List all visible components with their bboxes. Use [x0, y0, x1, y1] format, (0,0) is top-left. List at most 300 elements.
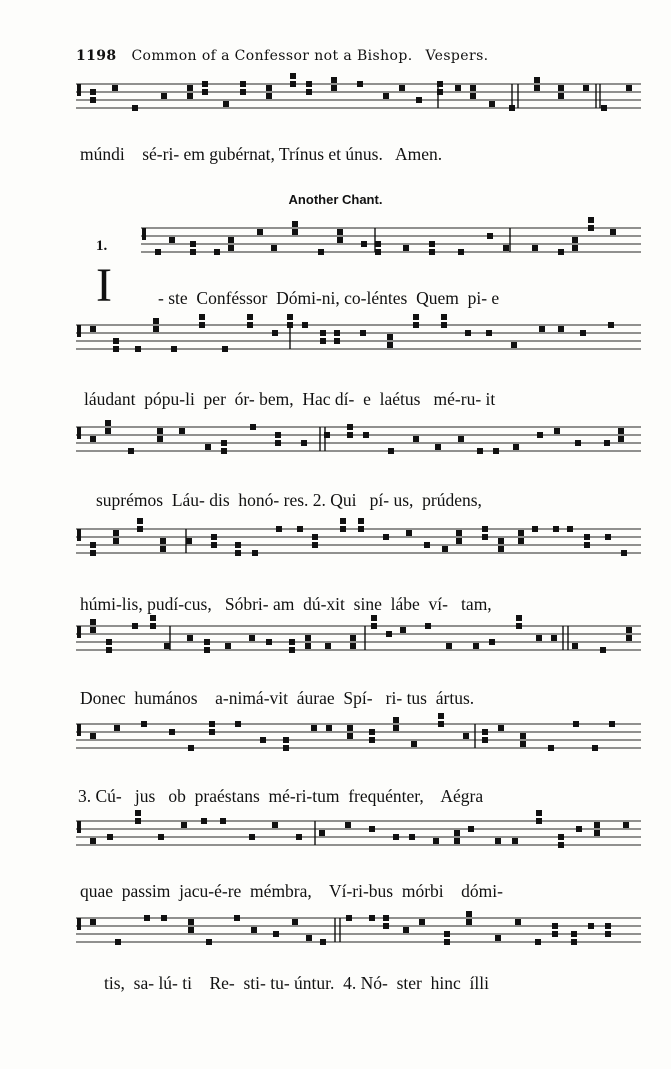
neume-note — [90, 838, 96, 844]
running-title: Common of a Confessor not a Bishop. — [131, 48, 413, 64]
neume-note — [105, 428, 111, 434]
neume-note — [228, 237, 234, 243]
neume-note — [375, 249, 381, 255]
music-staff — [76, 819, 641, 855]
page-number: 1198 — [76, 48, 117, 64]
neume-note — [158, 834, 164, 840]
neume-note — [347, 725, 353, 731]
neume-note — [132, 623, 138, 629]
neume-note — [306, 89, 312, 95]
neume-note — [498, 538, 504, 544]
neume-note — [350, 635, 356, 641]
neume-note — [153, 326, 159, 332]
running-header — [76, 48, 489, 64]
neume-note — [465, 330, 471, 336]
neume-note — [90, 619, 96, 625]
neume-note — [209, 721, 215, 727]
neume-note — [400, 627, 406, 633]
neume-note — [618, 428, 624, 434]
clef-mark — [77, 821, 81, 833]
neume-note — [454, 838, 460, 844]
neume-note — [360, 330, 366, 336]
clef-mark — [142, 228, 146, 240]
neume-note — [573, 721, 579, 727]
neume-note — [618, 436, 624, 442]
neume-note — [247, 314, 253, 320]
clef-mark — [77, 427, 81, 439]
neume-note — [347, 424, 353, 430]
lyric-line: láudant pópu-li per ór- bem, Hac dí- e laétus mé-ru- it — [84, 389, 496, 409]
neume-note — [536, 635, 542, 641]
neume-note — [297, 526, 303, 532]
neume-note — [383, 534, 389, 540]
neume-note — [90, 542, 96, 548]
neume-note — [435, 444, 441, 450]
neume-note — [334, 338, 340, 344]
neume-note — [221, 448, 227, 454]
neume-note — [413, 314, 419, 320]
neume-note — [187, 85, 193, 91]
neume-note — [621, 550, 627, 556]
neume-note — [509, 105, 515, 111]
neume-note — [482, 526, 488, 532]
neume-note — [306, 81, 312, 87]
neume-note — [444, 931, 450, 937]
neume-note — [312, 534, 318, 540]
neume-note — [292, 229, 298, 235]
neume-note — [455, 85, 461, 91]
lyric-line: suprémos Láu- dis honó- res. 2. Qui pí- us, prúdens, — [96, 490, 482, 510]
neume-note — [610, 229, 616, 235]
neume-note — [558, 93, 564, 99]
neume-note — [553, 526, 559, 532]
neume-note — [337, 229, 343, 235]
neume-note — [388, 448, 394, 454]
neume-note — [437, 89, 443, 95]
neume-note — [155, 249, 161, 255]
neume-note — [115, 939, 121, 945]
neume-note — [515, 919, 521, 925]
neume-note — [90, 627, 96, 633]
neume-note — [190, 249, 196, 255]
neume-note — [558, 85, 564, 91]
neume-note — [113, 338, 119, 344]
neume-note — [289, 639, 295, 645]
neume-note — [429, 249, 435, 255]
neume-note — [369, 826, 375, 832]
neume-note — [190, 241, 196, 247]
music-staff — [76, 624, 641, 660]
neume-note — [334, 330, 340, 336]
neume-note — [584, 542, 590, 548]
neume-note — [181, 822, 187, 828]
neume-note — [369, 737, 375, 743]
neume-note — [260, 737, 266, 743]
neume-note — [283, 745, 289, 751]
neume-note — [290, 73, 296, 79]
neume-note — [403, 927, 409, 933]
neume-note — [137, 518, 143, 524]
neume-note — [534, 77, 540, 83]
neume-note — [498, 725, 504, 731]
neume-note — [537, 432, 543, 438]
neume-note — [600, 647, 606, 653]
neume-note — [534, 85, 540, 91]
neume-note — [240, 81, 246, 87]
music-staff — [76, 916, 641, 952]
neume-note — [169, 237, 175, 243]
neume-note — [503, 245, 509, 251]
clef-mark — [77, 325, 81, 337]
neume-note — [320, 338, 326, 344]
neume-note — [235, 550, 241, 556]
neume-note — [211, 534, 217, 540]
neume-note — [375, 241, 381, 247]
neume-note — [539, 326, 545, 332]
neume-note — [188, 919, 194, 925]
neume-note — [551, 635, 557, 641]
neume-note — [199, 322, 205, 328]
neume-note — [161, 915, 167, 921]
neume-note — [357, 81, 363, 87]
neume-note — [199, 314, 205, 320]
neume-note — [576, 826, 582, 832]
neume-note — [477, 448, 483, 454]
neume-note — [271, 245, 277, 251]
neume-note — [489, 639, 495, 645]
neume-note — [487, 233, 493, 239]
neume-note — [518, 538, 524, 544]
neume-note — [319, 830, 325, 836]
neume-note — [608, 322, 614, 328]
neume-note — [495, 935, 501, 941]
neume-note — [532, 526, 538, 532]
neume-note — [235, 721, 241, 727]
neume-note — [358, 526, 364, 532]
neume-note — [266, 85, 272, 91]
neume-note — [438, 713, 444, 719]
neume-note — [425, 623, 431, 629]
neume-note — [571, 939, 577, 945]
neume-note — [141, 721, 147, 727]
neume-note — [413, 436, 419, 442]
neume-note — [105, 420, 111, 426]
neume-note — [249, 635, 255, 641]
section-title: Vespers. — [425, 48, 489, 64]
neume-note — [588, 923, 594, 929]
neume-note — [209, 729, 215, 735]
neume-note — [424, 542, 430, 548]
neume-note — [340, 518, 346, 524]
neume-note — [132, 105, 138, 111]
neume-note — [153, 318, 159, 324]
neume-note — [331, 85, 337, 91]
neume-note — [429, 241, 435, 247]
neume-note — [437, 81, 443, 87]
neume-note — [623, 822, 629, 828]
lyric-line: - ste Conféssor Dómi-ni, co-léntes Quem pi- e — [158, 288, 500, 308]
neume-note — [470, 93, 476, 99]
neume-note — [444, 939, 450, 945]
neume-note — [257, 229, 263, 235]
music-staff — [76, 722, 641, 758]
neume-note — [204, 639, 210, 645]
neume-note — [306, 935, 312, 941]
neume-note — [206, 939, 212, 945]
neume-note — [498, 546, 504, 552]
neume-note — [535, 939, 541, 945]
neume-note — [214, 249, 220, 255]
neume-note — [187, 93, 193, 99]
neume-note — [320, 330, 326, 336]
neume-note — [188, 927, 194, 933]
neume-note — [358, 518, 364, 524]
neume-note — [188, 745, 194, 751]
neume-note — [592, 745, 598, 751]
neume-note — [204, 647, 210, 653]
neume-note — [340, 526, 346, 532]
neume-note — [583, 85, 589, 91]
neume-note — [588, 217, 594, 223]
neume-note — [326, 725, 332, 731]
neume-note — [187, 635, 193, 641]
clef-mark — [77, 724, 81, 736]
neume-note — [486, 330, 492, 336]
neume-note — [266, 639, 272, 645]
neume-note — [419, 919, 425, 925]
neume-note — [473, 643, 479, 649]
neume-note — [331, 77, 337, 83]
neume-note — [160, 546, 166, 552]
neume-note — [305, 635, 311, 641]
music-staff — [76, 425, 641, 461]
music-staff — [76, 323, 641, 359]
neume-note — [383, 915, 389, 921]
neume-note — [202, 89, 208, 95]
clef-mark — [77, 626, 81, 638]
neume-note — [470, 85, 476, 91]
neume-note — [128, 448, 134, 454]
neume-note — [150, 623, 156, 629]
neume-note — [511, 342, 517, 348]
neume-note — [411, 741, 417, 747]
neume-note — [283, 737, 289, 743]
neume-note — [536, 818, 542, 824]
neume-note — [90, 919, 96, 925]
neume-note — [164, 643, 170, 649]
neume-note — [106, 639, 112, 645]
lyric-line: quae passim jacu-é-re mémbra, Ví-ri-bus mórbi dómi- — [80, 881, 503, 901]
neume-note — [169, 729, 175, 735]
neume-note — [532, 245, 538, 251]
neume-note — [325, 643, 331, 649]
neume-note — [363, 432, 369, 438]
neume-note — [433, 838, 439, 844]
neume-note — [552, 931, 558, 937]
verse-number: 1. — [96, 238, 108, 254]
neume-note — [296, 834, 302, 840]
neume-note — [399, 85, 405, 91]
neume-note — [106, 647, 112, 653]
neume-note — [234, 915, 240, 921]
neume-note — [456, 530, 462, 536]
neume-note — [225, 643, 231, 649]
neume-note — [438, 721, 444, 727]
neume-note — [211, 542, 217, 548]
neume-note — [516, 615, 522, 621]
neume-note — [580, 330, 586, 336]
neume-note — [626, 85, 632, 91]
neume-note — [406, 530, 412, 536]
neume-note — [345, 822, 351, 828]
neume-note — [312, 542, 318, 548]
neume-note — [441, 314, 447, 320]
neume-note — [112, 85, 118, 91]
lyric-line: húmi-lis, pudí-cus, Sóbri- am dú-xit sine lábe ví- tam, — [80, 594, 492, 614]
neume-note — [266, 93, 272, 99]
neume-note — [442, 546, 448, 552]
neume-note — [456, 538, 462, 544]
neume-note — [287, 322, 293, 328]
neume-note — [588, 225, 594, 231]
neume-note — [482, 729, 488, 735]
neume-note — [482, 737, 488, 743]
neume-note — [572, 237, 578, 243]
clef-mark — [77, 84, 81, 96]
neume-note — [369, 729, 375, 735]
lyric-line: Donec humános a-nimá-vit áurae Spí- ri- tus ártus. — [80, 688, 475, 708]
music-staff — [141, 226, 641, 262]
neume-note — [113, 530, 119, 536]
neume-note — [90, 733, 96, 739]
neume-note — [604, 440, 610, 446]
neume-note — [252, 550, 258, 556]
neume-note — [575, 440, 581, 446]
neume-note — [403, 245, 409, 251]
clef-mark — [77, 918, 81, 930]
neume-note — [512, 838, 518, 844]
neume-note — [287, 314, 293, 320]
neume-note — [276, 526, 282, 532]
neume-note — [320, 939, 326, 945]
neume-note — [383, 923, 389, 929]
neume-note — [137, 526, 143, 532]
neume-note — [346, 915, 352, 921]
neume-note — [90, 97, 96, 103]
neume-note — [495, 838, 501, 844]
neume-note — [292, 919, 298, 925]
neume-note — [228, 245, 234, 251]
neume-note — [468, 826, 474, 832]
neume-note — [171, 346, 177, 352]
neume-note — [446, 643, 452, 649]
lyric-line: múndi sé-ri- em gubérnat, Trínus et únus. Amen. — [80, 144, 443, 164]
neume-note — [311, 725, 317, 731]
neume-note — [572, 245, 578, 251]
neume-note — [90, 550, 96, 556]
neume-note — [520, 741, 526, 747]
neume-note — [201, 818, 207, 824]
neume-note — [113, 538, 119, 544]
neume-note — [441, 322, 447, 328]
neume-note — [558, 834, 564, 840]
neume-note — [250, 424, 256, 430]
neume-note — [90, 436, 96, 442]
lyric-line: 3. Cú- jus ob praéstans mé-ri-tum frequénter, Aégra — [78, 786, 484, 806]
neume-note — [305, 643, 311, 649]
neume-note — [114, 725, 120, 731]
neume-note — [454, 830, 460, 836]
neume-note — [347, 733, 353, 739]
neume-note — [594, 822, 600, 828]
neume-note — [289, 647, 295, 653]
neume-note — [571, 931, 577, 937]
neume-note — [301, 440, 307, 446]
neume-note — [157, 436, 163, 442]
neume-note — [135, 346, 141, 352]
neume-note — [416, 97, 422, 103]
neume-note — [251, 927, 257, 933]
neume-note — [247, 322, 253, 328]
neume-note — [290, 81, 296, 87]
neume-note — [371, 623, 377, 629]
neume-note — [552, 923, 558, 929]
neume-note — [548, 745, 554, 751]
neume-note — [150, 615, 156, 621]
neume-note — [361, 241, 367, 247]
neume-note — [160, 538, 166, 544]
neume-note — [90, 326, 96, 332]
neume-note — [493, 448, 499, 454]
neume-note — [466, 911, 472, 917]
neume-note — [458, 436, 464, 442]
neume-note — [205, 444, 211, 450]
neume-note — [275, 432, 281, 438]
neume-note — [221, 440, 227, 446]
neume-note — [371, 615, 377, 621]
neume-note — [554, 428, 560, 434]
neume-note — [302, 322, 308, 328]
neume-note — [584, 534, 590, 540]
neume-note — [383, 93, 389, 99]
neume-note — [161, 93, 167, 99]
neume-note — [387, 334, 393, 340]
neume-note — [609, 721, 615, 727]
neume-note — [605, 923, 611, 929]
neume-note — [605, 931, 611, 937]
neume-note — [223, 101, 229, 107]
neume-note — [113, 346, 119, 352]
neume-note — [387, 342, 393, 348]
neume-note — [626, 635, 632, 641]
neume-note — [516, 623, 522, 629]
neume-note — [482, 534, 488, 540]
neume-note — [107, 834, 113, 840]
neume-note — [513, 444, 519, 450]
neume-note — [536, 810, 542, 816]
neume-note — [135, 818, 141, 824]
neume-note — [386, 631, 392, 637]
neume-note — [350, 643, 356, 649]
neume-note — [594, 830, 600, 836]
neume-note — [626, 627, 632, 633]
neume-note — [179, 428, 185, 434]
initial-letter: I — [96, 259, 112, 312]
lyric-line: tis, sa- lú- ti Re- sti- tu- úntur. 4. Nó- ster hinc ílli — [104, 973, 489, 993]
neume-note — [186, 538, 192, 544]
neume-note — [292, 221, 298, 227]
neume-note — [572, 643, 578, 649]
